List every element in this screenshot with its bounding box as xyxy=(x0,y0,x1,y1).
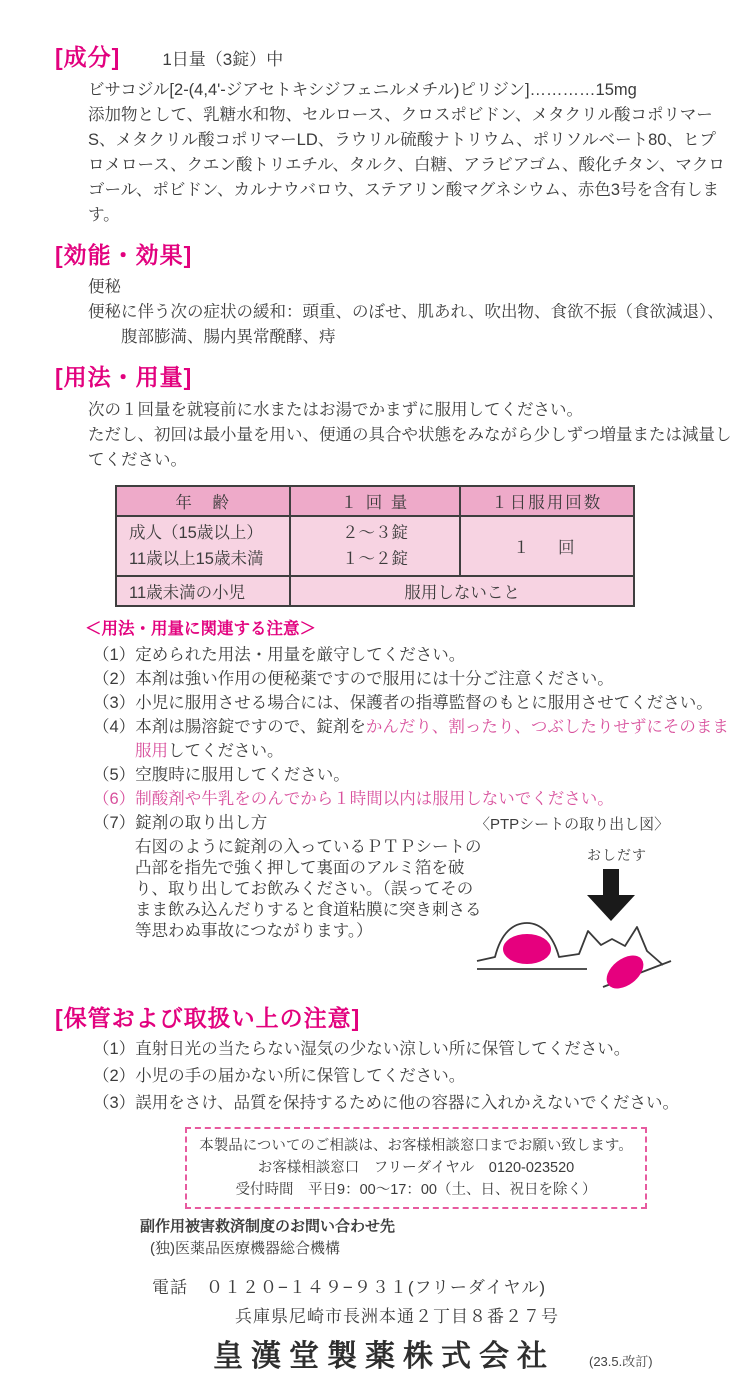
dosage-notes-heading: ＜用法・用量に関連する注意＞ xyxy=(85,619,316,638)
active-ingredient-line: ビサコジル[2-(4,4'-ジアセトキシジフェニルメチル)ピリジン]…………15mg xyxy=(88,80,637,99)
note-4-warning-text: かんだり、割ったり、つぶしたりせずにそのまま服用 xyxy=(135,717,729,760)
note-7 xyxy=(93,811,732,989)
dosage-table-row-under11 xyxy=(116,576,634,606)
storage-item-1-num: （1） xyxy=(93,1040,136,1059)
note-5-num: （5） xyxy=(93,765,136,784)
dose-adult: ２～３錠 xyxy=(341,523,408,542)
frequency-cell: １ 回 xyxy=(460,516,634,576)
note-2-num: （2） xyxy=(93,669,136,688)
dosage-table-header-row xyxy=(116,486,634,516)
company-row xyxy=(213,1331,732,1375)
contact-phone-line: お客様相談窓口 フリーダイヤル 0120-023520 xyxy=(257,1160,575,1177)
note-7-title-line xyxy=(93,811,493,835)
storage-item-1-text: 直射日光の当たらない湿気の少ない涼しい所に保管してください。 xyxy=(135,1040,631,1059)
note-4-post: してください。 xyxy=(168,741,284,760)
storage-item-3 xyxy=(93,1090,732,1117)
efficacy-heading: [効能・効果] xyxy=(55,241,193,268)
efficacy-line1: 便秘 xyxy=(88,278,121,297)
note-6-warning-text: 制酸剤や牛乳をのんでから１時間以内は服用しないでください。 xyxy=(135,789,614,808)
note-1-num: （1） xyxy=(93,645,136,664)
dosage-heading: [用法・用量] xyxy=(55,364,193,391)
storage-item-2-num: （2） xyxy=(93,1067,136,1086)
ptp-sheet-illustration xyxy=(475,869,710,989)
dose-11-15: １～２錠 xyxy=(341,549,408,568)
company-address: 兵庫県尼崎市長洲本通２丁目８番２７号 xyxy=(235,1307,559,1327)
ptp-caption: 〈PTPシートの取り出し図〉 xyxy=(475,815,670,833)
note-1-text: 定められた用法・用量を厳守してください。 xyxy=(135,645,466,664)
customer-contact-box xyxy=(185,1127,647,1209)
storage-item-2-text: 小児の手の届かない所に保管してください。 xyxy=(135,1067,466,1086)
note-6-num: （6） xyxy=(93,789,136,808)
dosage-table xyxy=(115,485,635,607)
under-11-note: 服用しないこと xyxy=(290,576,634,606)
note-4-num: （4） xyxy=(93,717,136,736)
note-7-body: 右図のように錠剤の入っているＰＴＰシートの凸部を指先で強く押して裏面のアルミ箔を破り、取り出してお飲みください。（誤ってそのまま飲み込んだりすると食道粘膜に突き刺さる等思わぬ事故につながります。） xyxy=(135,837,482,940)
push-arrow-icon xyxy=(587,869,635,921)
ptp-illustration-block xyxy=(475,811,710,989)
col-header-dose: １ 回 量 xyxy=(290,486,459,516)
ptp-push-label: おしだす xyxy=(587,846,647,863)
storage-item-2 xyxy=(93,1063,732,1090)
storage-item-1 xyxy=(93,1036,732,1063)
note-3-num: （3） xyxy=(93,693,136,712)
section-ingredients xyxy=(55,44,732,228)
dosage-intro1: 次の１回量を就寝前に水またはお湯でかまずに服用してください。 xyxy=(88,400,583,419)
storage-item-3-text: 誤用をさけ、品質を保持するために他の容器に入れかえないでください。 xyxy=(135,1094,680,1113)
note-5-text: 空腹時に服用してください。 xyxy=(135,765,350,784)
section-dosage xyxy=(55,364,732,989)
efficacy-line3: 腹部膨満、腸内異常醗酵、痔 xyxy=(121,328,336,347)
relief-organization: (独)医薬品医療機器総合機構 xyxy=(150,1240,340,1258)
company-phone: 電話 ０１２０−１４９−９３１(フリーダイヤル) xyxy=(152,1278,546,1298)
note-4-pre: 本剤は腸溶錠ですので、錠剤を xyxy=(135,717,366,736)
relief-system-title: 副作用被害救済制度のお問い合わせ先 xyxy=(140,1218,396,1236)
note-6 xyxy=(93,787,732,811)
section-storage xyxy=(55,1005,732,1118)
contact-line1: 本製品についてのご相談は、お客様相談窓口までお願い致します。 xyxy=(199,1138,633,1155)
storage-item-3-num: （3） xyxy=(93,1094,136,1113)
dosage-notes xyxy=(85,617,732,989)
additives-paragraph: 添加物として、乳糖水和物、セルロース、クロスポビドン、メタクリル酸コポリマーS、メタクリル酸コポリマーLD、ラウリル硫酸ナトリウム、ポリソルベート80、ヒプロメロース、クエン酸トリエチル、タルク、白糖、アラビアゴム、酸化チタン、マクロゴール、ポビドン、カルナウバロウ、ステアリン酸マグネシウム、赤色3号を含有します。 xyxy=(88,105,725,224)
company-name: 皇漢堂製薬株式会社 xyxy=(213,1340,555,1374)
note-5 xyxy=(93,763,732,787)
note-7-title: 錠剤の取り出し方 xyxy=(135,813,268,832)
storage-heading: [保管および取扱い上の注意] xyxy=(55,1004,361,1031)
age-under-11: 11歳未満の小児 xyxy=(116,576,290,606)
section-efficacy xyxy=(55,242,732,351)
note-4 xyxy=(93,715,732,763)
note-1 xyxy=(93,643,732,667)
note-3-text: 小児に服用させる場合には、保護者の指導監督のもとに服用させてください。 xyxy=(135,693,713,712)
tablet-in-blister xyxy=(503,934,551,964)
revision-date: (23.5.改訂) xyxy=(589,1354,653,1370)
col-header-age: 年 齢 xyxy=(116,486,290,516)
note-7-num: （7） xyxy=(93,813,136,832)
contact-hours-line: 受付時間 平日9：00～17：00（土、日、祝日を除く） xyxy=(235,1182,597,1199)
efficacy-line2: 便秘に伴う次の症状の緩和：頭重、のぼせ、肌あれ、吹出物、食欲不振（食欲減退）、 xyxy=(88,303,724,322)
col-header-frequency: １日服用回数 xyxy=(460,486,634,516)
note-2-text: 本剤は強い作用の便秘薬ですので服用には十分ご注意ください。 xyxy=(135,669,614,688)
age-11-15: 11歳以上15歳未満 xyxy=(129,549,264,568)
ingredients-heading: [成分] xyxy=(55,44,121,70)
note-3 xyxy=(93,691,732,715)
dosage-table-row-adult-child xyxy=(116,516,634,576)
note-2 xyxy=(93,667,732,691)
daily-amount-label: 1日量（3錠）中 xyxy=(162,50,284,70)
dosage-intro2: ただし、初回は最小量を用い、便通の具合や状態をみながら少しずつ増量または減量してください。 xyxy=(88,425,732,469)
age-adult: 成人（15歳以上） xyxy=(129,523,263,542)
age-cell xyxy=(116,516,290,576)
dose-cell xyxy=(290,516,459,576)
